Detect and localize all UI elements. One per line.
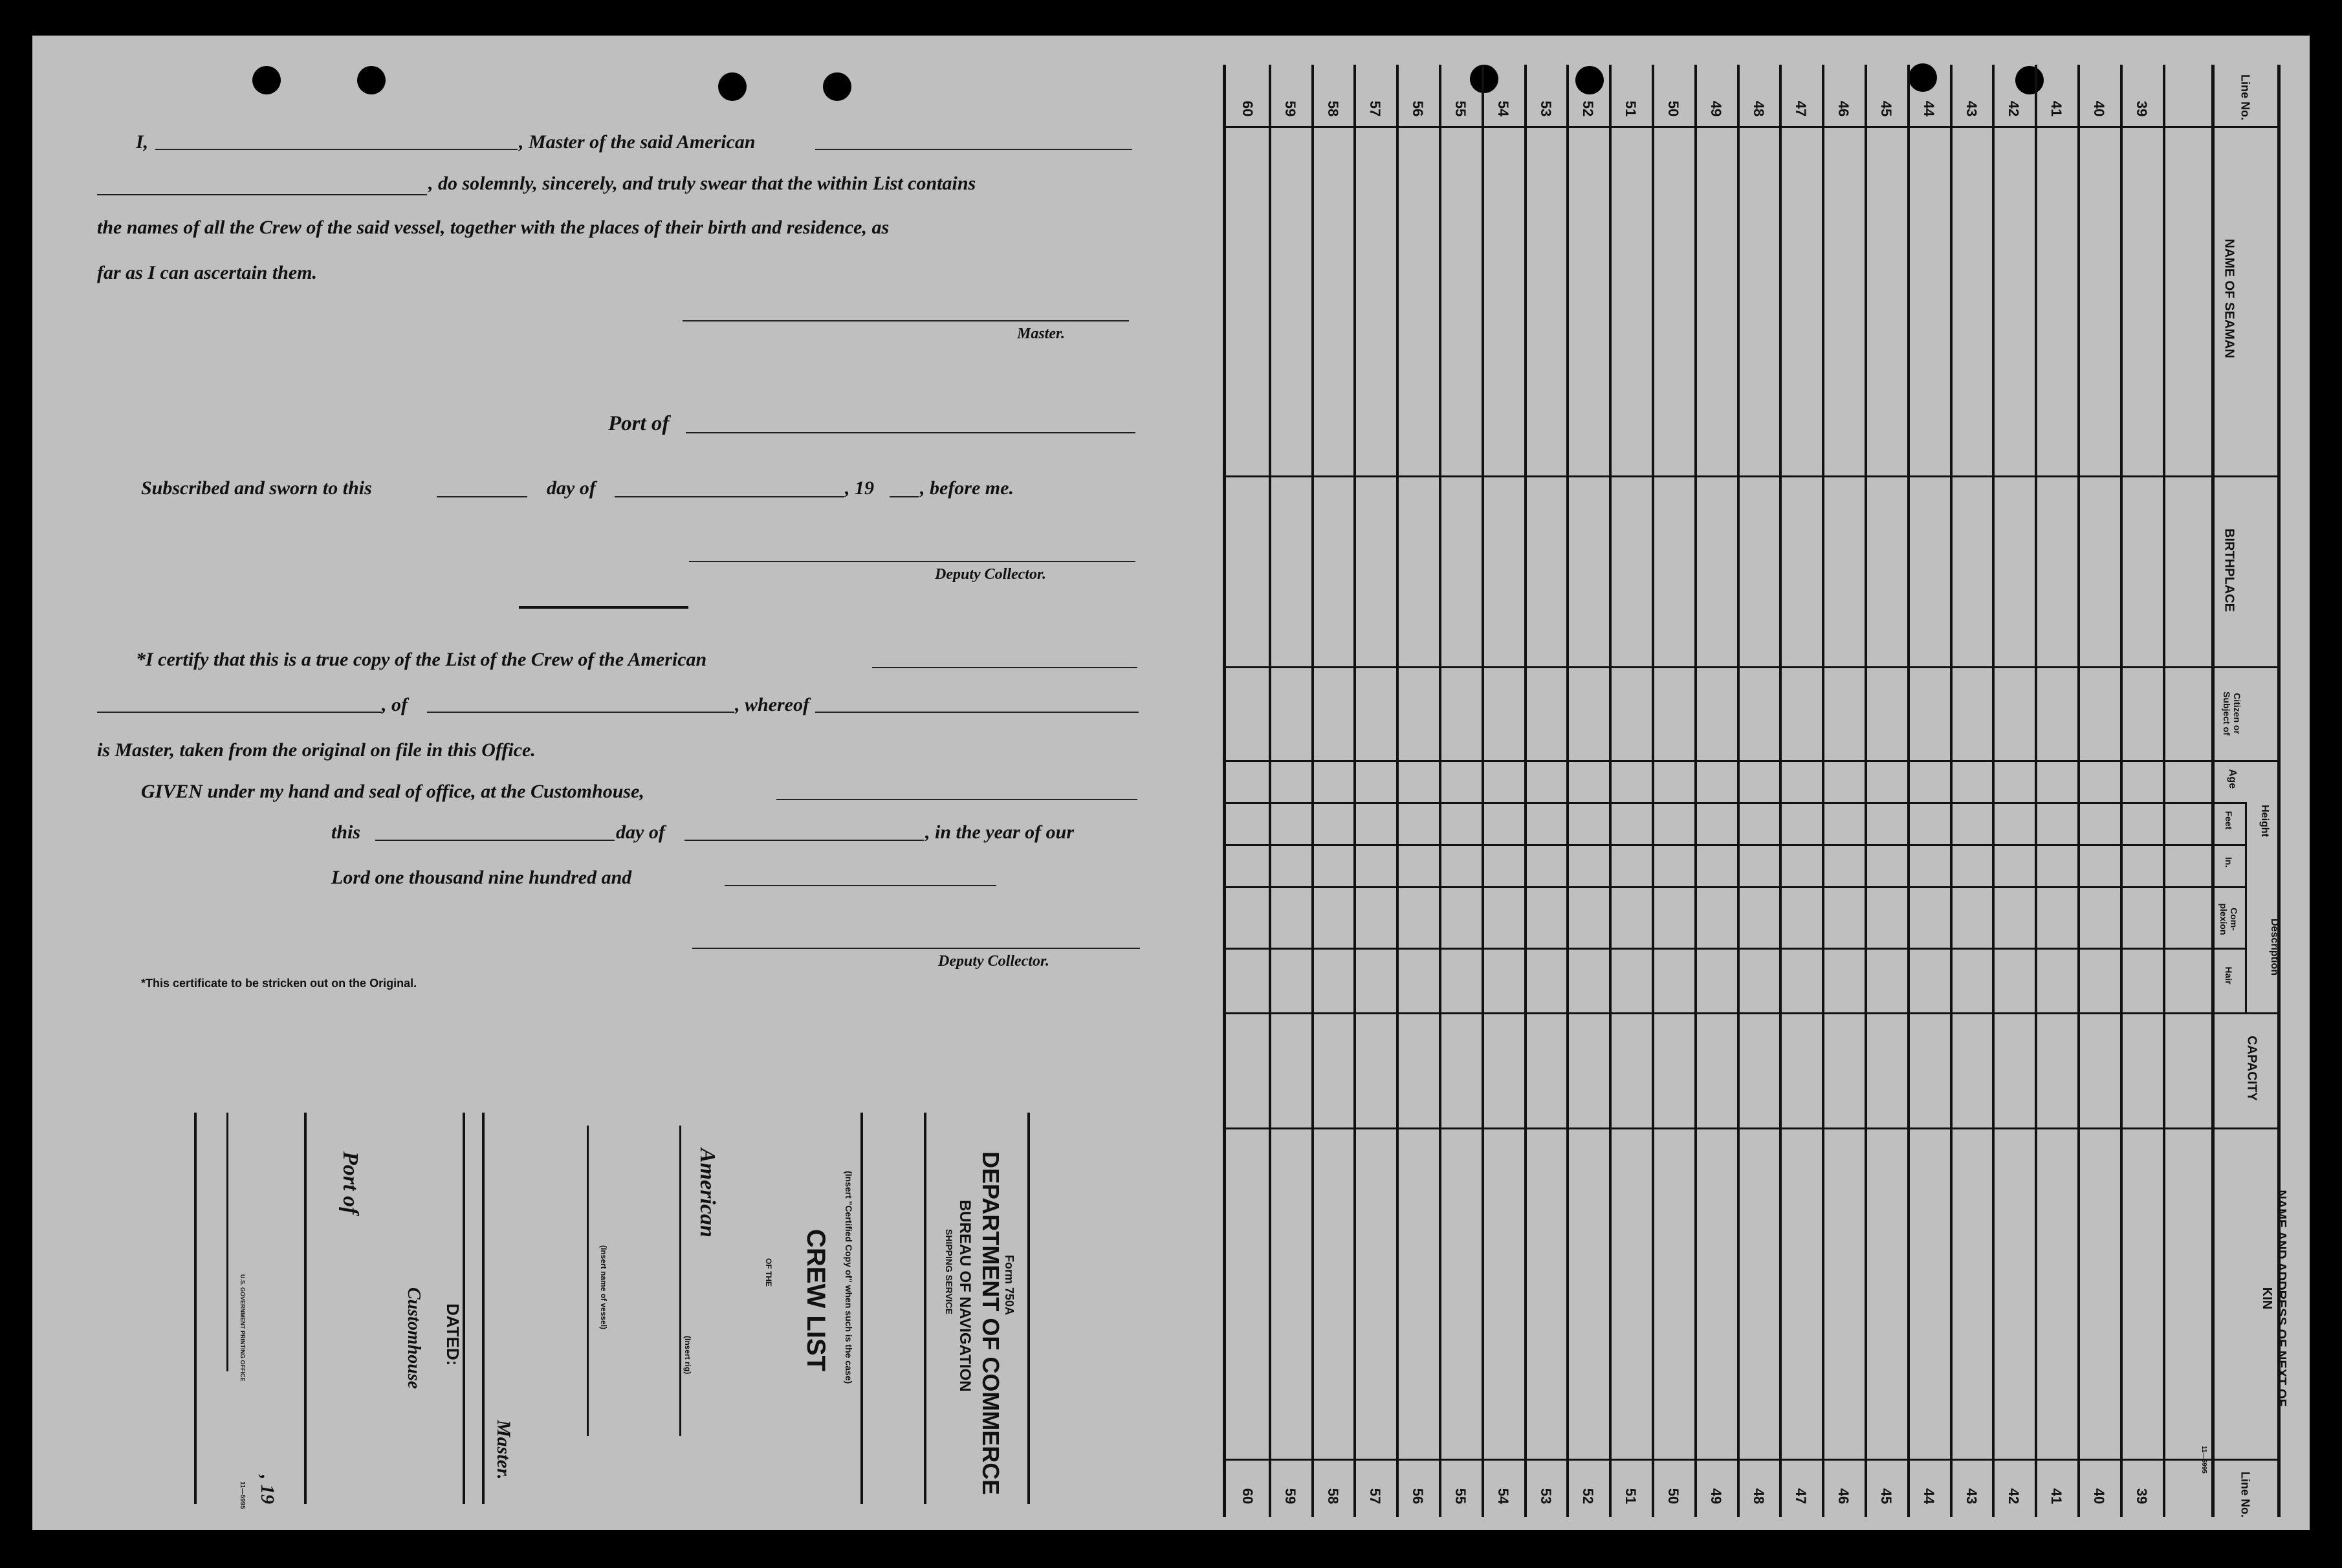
line-number: 43 xyxy=(1963,1488,1980,1505)
crew-row-line xyxy=(2163,65,2165,1517)
header-birthplace: BIRTHPLACE xyxy=(2222,528,2237,612)
punch-hole xyxy=(823,72,851,101)
sworn-text: , 19 xyxy=(845,477,874,499)
line-number: 45 xyxy=(1877,100,1894,117)
line-number: 44 xyxy=(1920,1488,1937,1505)
vessel-type-field[interactable] xyxy=(815,149,1132,150)
crew-row-line xyxy=(1311,65,1314,1517)
line-number: 46 xyxy=(1835,1488,1852,1505)
line-number: 59 xyxy=(1282,1488,1298,1505)
line-number: 55 xyxy=(1452,1488,1469,1505)
header-complexion: Com-plexion xyxy=(2218,903,2239,935)
back-rule xyxy=(679,1126,681,1436)
header-capacity: CAPACITY xyxy=(2244,1036,2259,1101)
department-title: DEPARTMENT OF COMMERCE xyxy=(978,1151,1004,1496)
footnote: *This certificate to be stricken out on the Original. xyxy=(141,977,417,990)
line-number: 54 xyxy=(1494,1488,1511,1505)
line-number: 49 xyxy=(1707,1488,1724,1505)
crew-row-line xyxy=(1865,65,1867,1517)
line-number: 47 xyxy=(1793,100,1810,117)
header-next-of-kin: NAME AND ADDRESS OF NEXT OF KIN xyxy=(2260,1190,2288,1407)
certify-day-field[interactable] xyxy=(375,840,615,841)
line-number: 53 xyxy=(1537,100,1554,117)
crew-row-line xyxy=(1609,65,1612,1517)
crew-row-line xyxy=(1822,65,1824,1517)
back-rule xyxy=(463,1113,465,1504)
deputy-signature-label: Deputy Collector. xyxy=(935,566,1046,583)
line-number: 40 xyxy=(2090,100,2107,117)
certify-vessel-type-field[interactable] xyxy=(872,667,1137,668)
certify-home-port-field[interactable] xyxy=(427,712,734,713)
port-of-label: Port of xyxy=(338,1151,362,1215)
certify-text: this xyxy=(331,822,361,843)
line-number: 57 xyxy=(1367,1488,1384,1505)
table-border xyxy=(1223,65,1226,1517)
crew-row-line xyxy=(2077,65,2080,1517)
bureau-title: BUREAU OF NAVIGATION xyxy=(956,1200,974,1392)
certify-text: , in the year of our xyxy=(925,822,1075,843)
back-rule xyxy=(194,1113,197,1504)
certify-month-field[interactable] xyxy=(684,840,924,841)
line-number: 41 xyxy=(2048,1488,2065,1505)
line-number: 51 xyxy=(1623,1488,1639,1505)
line-number: 39 xyxy=(2133,1488,2150,1505)
certify-text: *I certify that this is a true copy of the List of the Crew of the American xyxy=(136,649,707,670)
form-number: Form 750A xyxy=(1003,1255,1016,1316)
oath-text: , do solemnly, sincerely, and truly swear that the within List contains xyxy=(428,173,976,194)
line-number: 39 xyxy=(2133,100,2150,117)
line-number: 41 xyxy=(2048,100,2065,117)
line-number: 54 xyxy=(1494,100,1511,117)
line-number: 42 xyxy=(2006,1488,2022,1505)
port-field[interactable] xyxy=(686,432,1135,433)
line-number: 46 xyxy=(1835,100,1852,117)
oath-text: I, xyxy=(136,131,149,153)
row-rule xyxy=(1223,844,2245,846)
vessel-name-field[interactable] xyxy=(97,194,427,195)
line-number: 40 xyxy=(2090,1488,2107,1505)
oath-text: , Master of the said American xyxy=(519,131,756,153)
certify-text: GIVEN under my hand and seal of office, at the Customhouse, xyxy=(141,781,644,802)
back-rule xyxy=(860,1113,863,1504)
oath-text: far as I can ascertain them. xyxy=(97,262,318,283)
row-rule xyxy=(1223,948,2245,950)
row-rule xyxy=(1223,802,2245,804)
divider xyxy=(519,606,688,609)
crew-row-line xyxy=(1396,65,1399,1517)
american-label: American xyxy=(695,1148,719,1237)
header-description: Description xyxy=(2269,918,2280,975)
line-number: 42 xyxy=(2006,100,2022,117)
sworn-month-field[interactable] xyxy=(615,496,844,497)
of-the-label: OF THE xyxy=(764,1258,773,1287)
crew-row-line xyxy=(1566,65,1569,1517)
line-number: 55 xyxy=(1452,100,1469,117)
crew-list-title: CREW LIST xyxy=(802,1229,830,1371)
crew-row-line xyxy=(1779,65,1782,1517)
line-number: 47 xyxy=(1793,1488,1810,1505)
line-number: 50 xyxy=(1665,1488,1681,1505)
line-number: 60 xyxy=(1239,1488,1256,1505)
crew-row-line xyxy=(1439,65,1441,1517)
sworn-text: day of xyxy=(547,477,596,499)
back-rule xyxy=(587,1126,589,1436)
crew-row-line xyxy=(2035,65,2037,1517)
crew-table xyxy=(1223,36,2290,1530)
table-code: 11—5995 xyxy=(2200,1446,2207,1474)
certify-master-field[interactable] xyxy=(815,712,1139,713)
line-number: 52 xyxy=(1580,100,1597,117)
line-no-header: Line No. xyxy=(2238,74,2252,120)
header-age: Age xyxy=(2227,768,2238,789)
line-number: 56 xyxy=(1410,100,1427,117)
back-rule xyxy=(304,1113,307,1504)
customhouse-label: Customhouse xyxy=(404,1287,424,1389)
sworn-text: Subscribed and sworn to this xyxy=(141,477,372,499)
crew-row-line xyxy=(1694,65,1697,1517)
header-sub-rule xyxy=(2245,802,2247,1012)
line-number: 58 xyxy=(1324,1488,1341,1505)
certify-text: Lord one thousand nine hundred and xyxy=(331,867,632,888)
insert-certified-note: (Insert "Certified Copy of" when such is the case) xyxy=(844,1171,854,1384)
crew-row-line xyxy=(1737,65,1740,1517)
oath-text: the names of all the Crew of the said vessel, together with the places of their birth and residence, as xyxy=(97,217,890,238)
line-number: 59 xyxy=(1282,100,1298,117)
certify-text: , whereof xyxy=(735,694,809,715)
punch-hole xyxy=(357,66,386,94)
master-label: Master. xyxy=(493,1420,514,1480)
certify-year-field[interactable] xyxy=(725,885,996,886)
line-number: 48 xyxy=(1750,100,1767,117)
back-rule xyxy=(226,1113,228,1371)
crew-row-line xyxy=(1992,65,1995,1517)
line-number: 43 xyxy=(1963,100,1980,117)
crew-row-line xyxy=(2120,65,2123,1517)
insert-name-note: (Insert name of vessel) xyxy=(599,1245,608,1330)
certify-deputy-label: Deputy Collector. xyxy=(938,953,1049,970)
table-border xyxy=(2211,65,2215,1517)
sworn-text: , before me. xyxy=(920,477,1014,499)
port-label: Port of xyxy=(608,412,670,435)
line-number: 44 xyxy=(1920,100,1937,117)
certify-text: , of xyxy=(382,694,408,715)
line-number: 53 xyxy=(1537,1488,1554,1505)
crew-row-line xyxy=(1907,65,1910,1517)
back-rule xyxy=(1027,1113,1030,1504)
crew-row-line xyxy=(1353,65,1356,1517)
header-in: In. xyxy=(2224,856,2234,868)
line-number: 49 xyxy=(1707,100,1724,117)
line-number: 57 xyxy=(1367,100,1384,117)
customhouse-field[interactable] xyxy=(776,799,1137,800)
row-rule xyxy=(1223,886,2245,888)
crew-row-line xyxy=(1269,65,1271,1517)
certify-text: is Master, taken from the original on file in this Office. xyxy=(97,739,536,761)
back-rule xyxy=(924,1113,926,1504)
line-number: 45 xyxy=(1877,1488,1894,1505)
insert-rig-note: (Insert rig) xyxy=(683,1336,692,1375)
line-number: 60 xyxy=(1239,100,1256,117)
certify-deputy-signature-field[interactable] xyxy=(692,948,1140,949)
dated-label: DATED: xyxy=(443,1303,463,1366)
service-title: SHIPPING SERVICE xyxy=(944,1229,954,1315)
crew-row-line xyxy=(1950,65,1953,1517)
master-signature-field[interactable] xyxy=(683,320,1129,321)
line-number: 56 xyxy=(1410,1488,1427,1505)
line-number: 52 xyxy=(1580,1488,1597,1505)
back-rule xyxy=(482,1113,485,1504)
sworn-day-field[interactable] xyxy=(437,496,527,497)
master-signature-label: Master. xyxy=(1017,325,1066,342)
sworn-year-field[interactable] xyxy=(890,496,919,497)
header-citizen: Citizen or Subject of xyxy=(2222,691,2242,735)
line-no-footer: Line No. xyxy=(2238,1472,2252,1518)
line-number: 48 xyxy=(1750,1488,1767,1505)
back-code: 11—5995 xyxy=(239,1481,246,1509)
line-number: 58 xyxy=(1324,100,1341,117)
header-hair: Hair xyxy=(2224,966,2234,985)
header-feet: Feet xyxy=(2224,811,2234,830)
punch-hole xyxy=(718,72,747,101)
master-name-field[interactable] xyxy=(155,149,518,150)
header-height: Height xyxy=(2259,805,2270,837)
crew-row-line xyxy=(1524,65,1527,1517)
printer-note: U.S. GOVERNMENT PRINTING OFFICE xyxy=(239,1274,246,1382)
header-name-of-seaman: NAME OF SEAMAN xyxy=(2222,239,2237,358)
line-number: 51 xyxy=(1623,100,1639,117)
certify-vessel-name-field[interactable] xyxy=(97,712,382,713)
line-number: 50 xyxy=(1665,100,1681,117)
crew-row-line xyxy=(1652,65,1654,1517)
crew-row-line xyxy=(1482,65,1484,1517)
deputy-signature-field[interactable] xyxy=(689,561,1135,562)
year-label: , 19 xyxy=(257,1475,278,1504)
crew-list-form xyxy=(32,36,2310,1530)
certify-text: day of xyxy=(616,822,665,843)
punch-hole xyxy=(252,66,281,94)
